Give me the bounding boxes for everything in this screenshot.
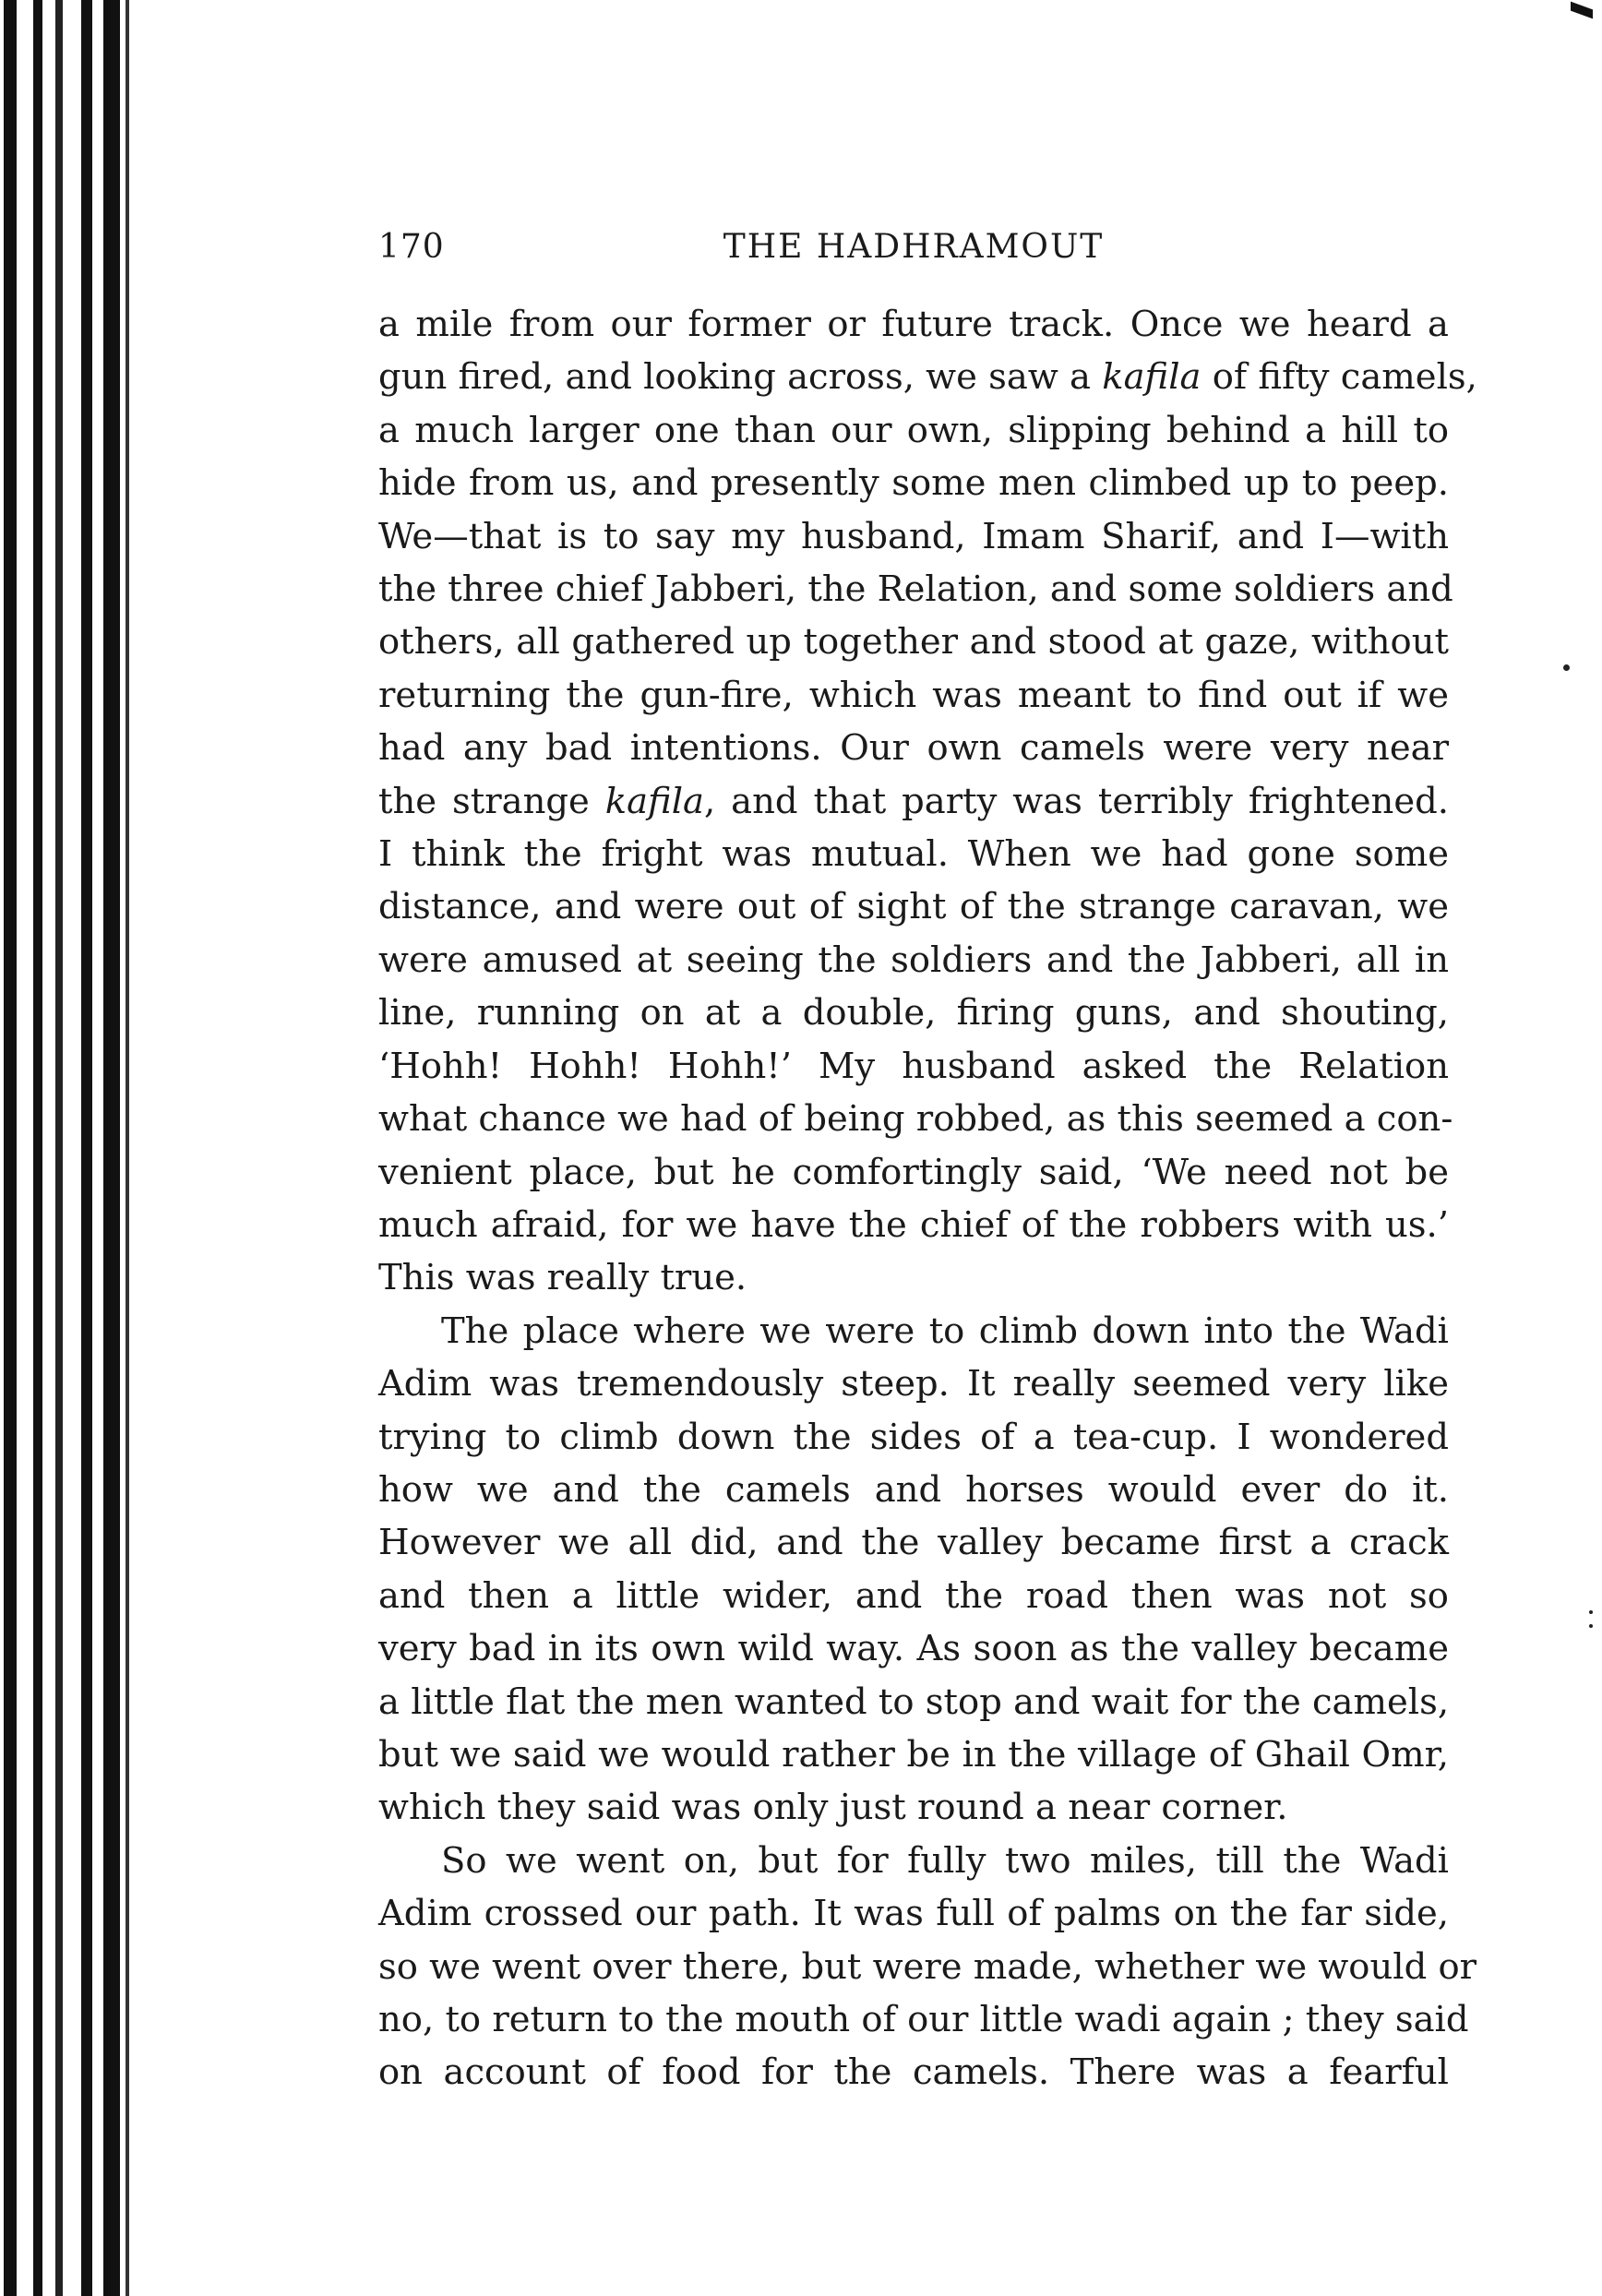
text-line: distance, and were out of sight of the strange caravan, we	[378, 886, 1449, 928]
text-line: so we went over there, but were made, whether we would or	[378, 1945, 1477, 1988]
scan-corner-mark	[1571, 2, 1593, 19]
text-line: Adim was tremendously steep. It really seemed very like	[378, 1363, 1449, 1405]
text-line: So we went on, but for fully two miles, till the Wadi	[441, 1839, 1449, 1882]
binding-shadow	[4, 0, 17, 2296]
page-number: 170	[378, 228, 445, 266]
text-line: venient place, but he comfortingly said, ‘We need not be	[378, 1151, 1449, 1193]
text-line: I think the fright was mutual. When we had gone some	[378, 833, 1449, 876]
text-line: ‘Hohh! Hohh! Hohh!’ My husband asked the Relation	[378, 1045, 1449, 1087]
text-line: others, all gathered up together and stood at gaze, without	[378, 621, 1449, 664]
text-line: We—that is to say my husband, Imam Sharif, and I—with	[378, 515, 1449, 557]
ink-speck	[1589, 1610, 1593, 1614]
text-line: the strange kafila, and that party was terribly frightened.	[378, 780, 1449, 822]
book-page	[378, 217, 1477, 2099]
text-line: line, running on at a double, firing guns, and shouting,	[378, 992, 1449, 1034]
text-line: a little flat the men wanted to stop and wait for the camels,	[378, 1680, 1450, 1723]
text-line: However we all did, and the valley became first a crack	[378, 1522, 1449, 1564]
text-line: no, to return to the mouth of our little wadi again ; they said	[378, 1999, 1469, 2040]
text-line: and then a little wider, and the road then was not so	[378, 1574, 1449, 1617]
paragraph-1	[378, 298, 1477, 1305]
text-line: but we said we would rather be in the village of Ghail Omr,	[378, 1733, 1449, 1776]
binding-shadow	[103, 0, 120, 2296]
ink-speck	[1563, 664, 1570, 671]
text-line: a much larger one than our own, slipping behind a hill to	[378, 409, 1449, 451]
text-line: very bad in its own wild way. As soon as the valley became	[378, 1628, 1449, 1670]
text-line: which they said was only just round a near corner.	[378, 1787, 1288, 1829]
running-head	[378, 217, 1449, 272]
text-line: what chance we had of being robbed, as this seemed a con-	[378, 1098, 1453, 1141]
italic-term: kafila	[1102, 356, 1202, 399]
text-line: the three chief Jabberi, the Relation, and some soldiers and	[378, 568, 1453, 611]
text-line: had any bad intentions. Our own camels were very near	[378, 727, 1449, 770]
italic-term: kafila	[604, 780, 704, 822]
text-line: on account of food for the camels. There was a fearful	[378, 2051, 1449, 2094]
book-binding-edge	[0, 0, 138, 2296]
text-line: much afraid, for we have the chief of the robbers with us.’	[378, 1203, 1449, 1246]
text-line: The place where we were to climb down into the Wadi	[441, 1309, 1449, 1352]
text-line: gun fired, and looking across, we saw a kafila of fifty camels,	[378, 356, 1477, 399]
paragraph-3	[378, 1835, 1477, 2099]
ink-speck	[1589, 1624, 1593, 1628]
binding-shadow	[55, 0, 63, 2296]
binding-shadow	[126, 0, 129, 2296]
running-title: THE HADHRAMOUT	[723, 228, 1105, 266]
text-line: how we and the camels and horses would ever do it.	[378, 1468, 1449, 1511]
text-line: trying to climb down the sides of a tea-cup. I wondered	[378, 1416, 1449, 1458]
text-line: returning the gun-fire, which was meant to find out if we	[378, 674, 1449, 716]
text-line: This was really true.	[378, 1257, 747, 1299]
text-line: a mile from our former or future track. Once we heard a	[378, 304, 1449, 345]
binding-shadow	[81, 0, 92, 2296]
text-line: hide from us, and presently some men climbed up to peep.	[378, 462, 1449, 505]
paragraph-2	[378, 1305, 1449, 1835]
text-line: Adim crossed our path. It was full of palms on the far side,	[378, 1893, 1449, 1935]
binding-shadow	[33, 0, 42, 2296]
text-line: were amused at seeing the soldiers and the Jabberi, all in	[378, 939, 1449, 981]
